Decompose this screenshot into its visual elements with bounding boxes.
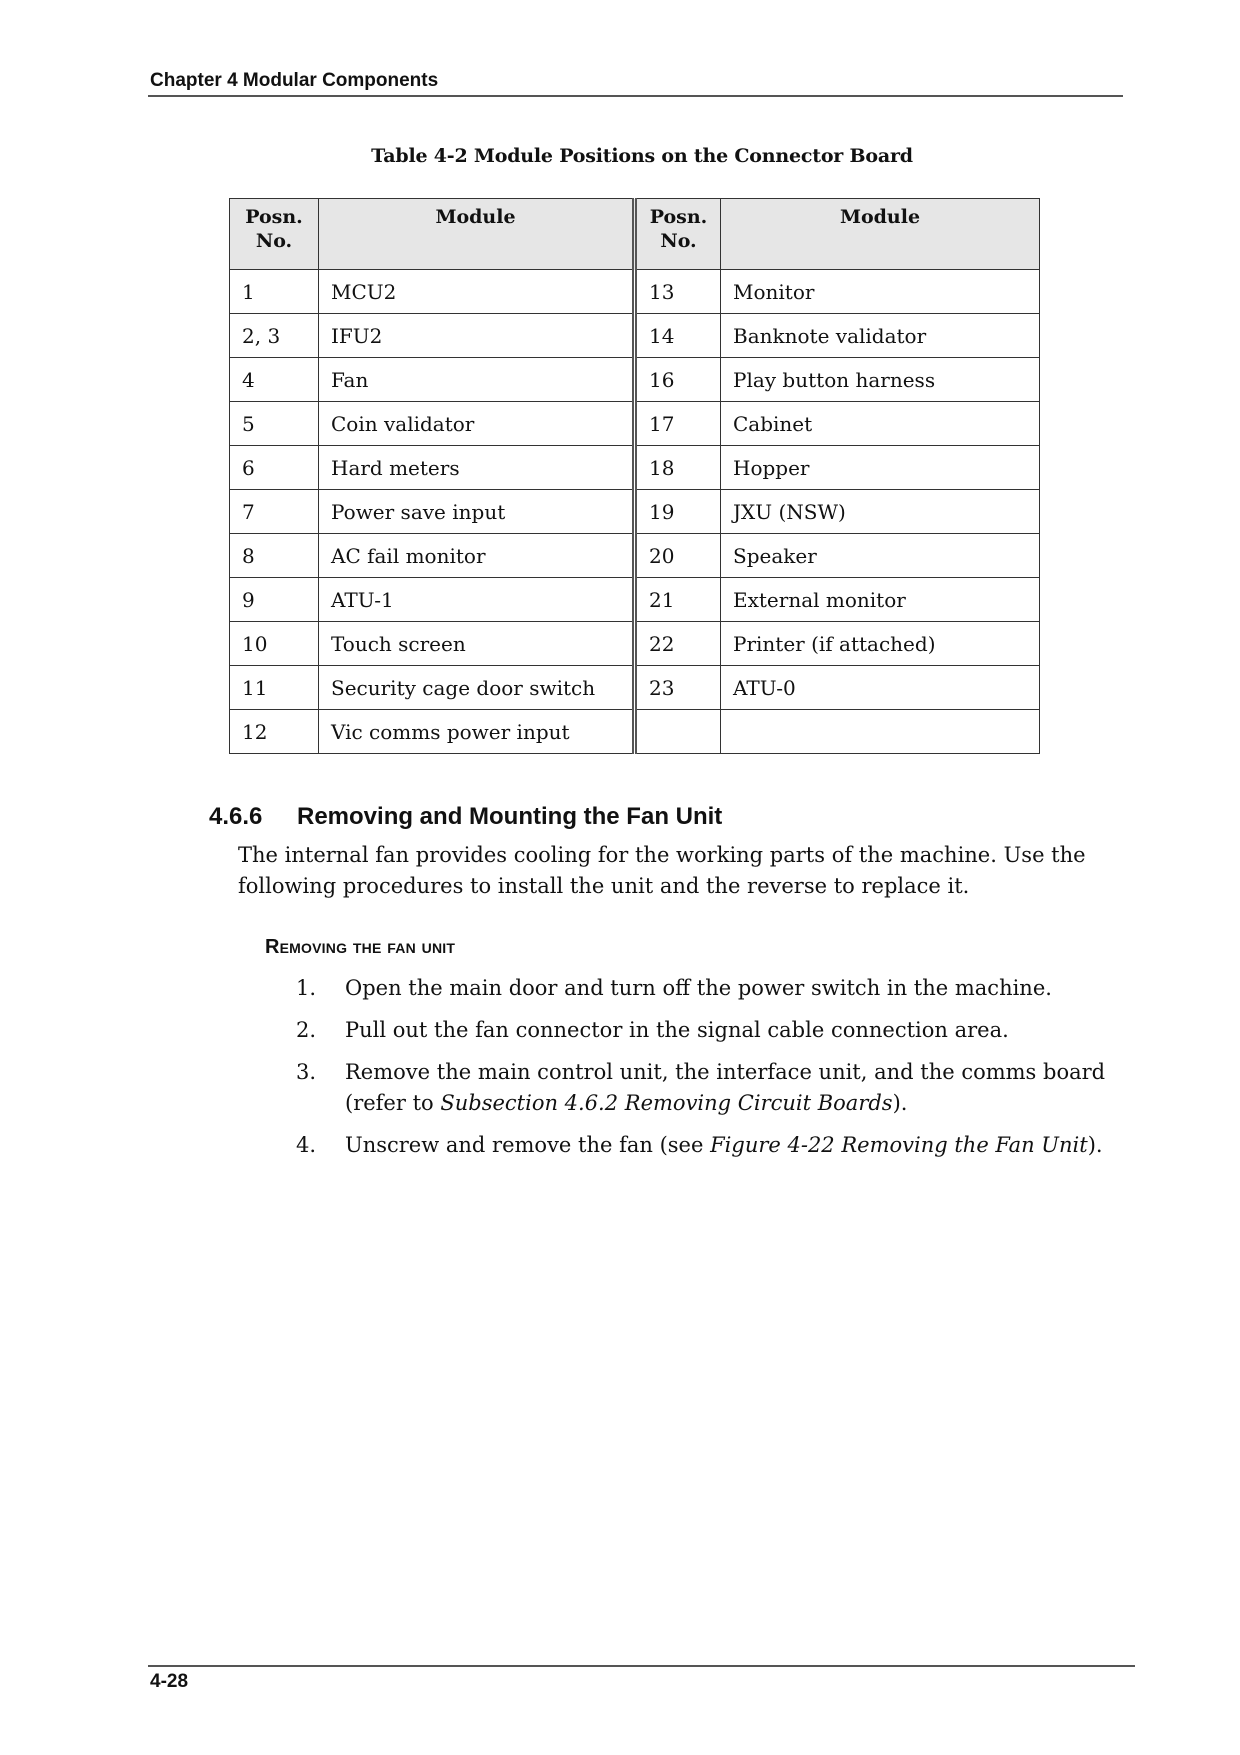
table-caption-text: Table 4-2 Module Positions on the Connector Board: [371, 145, 913, 167]
table-row: [230, 402, 1040, 446]
cross-reference-link[interactable]: Subsection 4.6.2 Removing Circuit Boards: [440, 1091, 893, 1115]
column-header-posn-left: [230, 199, 319, 270]
cell-right-module: [721, 710, 1040, 754]
cell-left-posn: 4: [230, 358, 319, 402]
step-text: [345, 1130, 1136, 1161]
cell-left-posn: 10: [230, 622, 319, 666]
cell-right-posn: 16: [635, 358, 721, 402]
cell-left-module: Touch screen: [319, 622, 635, 666]
column-header-module-right: Module: [721, 199, 1040, 270]
step-text: Pull out the fan connector in the signal cable connection area.: [345, 1018, 1009, 1042]
cell-left-module: Fan: [319, 358, 635, 402]
cell-left-posn: 11: [230, 666, 319, 710]
cell-right-posn: 17: [635, 402, 721, 446]
cell-right-module: ATU-0: [721, 666, 1040, 710]
cell-left-module: ATU-1: [319, 578, 635, 622]
cell-right-module: Play button harness: [721, 358, 1040, 402]
page-number: 4-28: [150, 1671, 189, 1692]
cell-right-posn: 20: [635, 534, 721, 578]
table-row: [230, 710, 1040, 754]
table-header-row: [230, 199, 1040, 270]
cell-left-module: MCU2: [319, 270, 635, 314]
cell-left-posn: 8: [230, 534, 319, 578]
step-text-after: ).: [1087, 1133, 1103, 1157]
cell-right-posn: 18: [635, 446, 721, 490]
step-text-after: ).: [892, 1091, 908, 1115]
table-row: [230, 270, 1040, 314]
step-item: [296, 1057, 1136, 1119]
cell-right-posn: 14: [635, 314, 721, 358]
cell-right-posn: [635, 710, 721, 754]
step-text: [345, 1057, 1136, 1119]
step-text-before: Remove the main control unit, the interface unit, and the comms board (refer to: [345, 1060, 1106, 1115]
cell-right-posn: 19: [635, 490, 721, 534]
cell-right-module: Monitor: [721, 270, 1040, 314]
table-row: [230, 622, 1040, 666]
section-intro: The internal fan provides cooling for the working parts of the machine. Use the following procedures to install the unit and the reverse to replace it.: [238, 843, 1086, 898]
posn-header-line1: Posn.: [245, 206, 303, 228]
cell-left-module: Coin validator: [319, 402, 635, 446]
step-number: 2.: [296, 1018, 317, 1042]
cell-right-module: External monitor: [721, 578, 1040, 622]
procedure-subheading: Removing the fan unit: [265, 936, 456, 958]
section-number: 4.6.6: [209, 803, 263, 830]
cell-right-module: Printer (if attached): [721, 622, 1040, 666]
cell-left-module: Hard meters: [319, 446, 635, 490]
cell-left-posn: 7: [230, 490, 319, 534]
running-header: Chapter 4 Modular Components: [150, 70, 439, 91]
cell-right-posn: 22: [635, 622, 721, 666]
cell-left-module: Vic comms power input: [319, 710, 635, 754]
module-positions-table: [229, 198, 1040, 754]
cell-left-posn: 12: [230, 710, 319, 754]
step-item: [296, 973, 1136, 1004]
posn-header-line2: No.: [255, 230, 293, 252]
step-number: 3.: [296, 1060, 317, 1084]
table-caption: [0, 145, 1240, 167]
step-number: 1.: [296, 976, 317, 1000]
procedure-steps: [296, 973, 1136, 1172]
cell-left-module: Security cage door switch: [319, 666, 635, 710]
cell-left-module: Power save input: [319, 490, 635, 534]
cell-right-module: Speaker: [721, 534, 1040, 578]
section-title: Removing and Mounting the Fan Unit: [297, 803, 723, 830]
cell-right-module: JXU (NSW): [721, 490, 1040, 534]
cell-left-posn: 1: [230, 270, 319, 314]
cell-left-module: AC fail monitor: [319, 534, 635, 578]
cell-right-module: Banknote validator: [721, 314, 1040, 358]
cell-right-posn: 21: [635, 578, 721, 622]
cell-right-module: Hopper: [721, 446, 1040, 490]
cell-right-posn: 13: [635, 270, 721, 314]
cell-left-module: IFU2: [319, 314, 635, 358]
table-row: [230, 490, 1040, 534]
section-heading: [209, 803, 722, 831]
table-row: [230, 666, 1040, 710]
cross-reference-link[interactable]: Figure 4-22 Removing the Fan Unit: [710, 1133, 1088, 1157]
table-row: [230, 358, 1040, 402]
table-row: [230, 446, 1040, 490]
posn-header-line1: Posn.: [649, 206, 708, 228]
step-item: [296, 1130, 1136, 1161]
step-item: [296, 1015, 1136, 1046]
column-header-posn-right: [635, 199, 721, 270]
cell-left-posn: 6: [230, 446, 319, 490]
header-rule: [148, 95, 1123, 97]
cell-left-posn: 9: [230, 578, 319, 622]
footer-rule: [148, 1665, 1135, 1667]
cell-left-posn: 2, 3: [230, 314, 319, 358]
cell-right-module: Cabinet: [721, 402, 1040, 446]
step-number: 4.: [296, 1133, 317, 1157]
table-row: [230, 314, 1040, 358]
table-row: [230, 534, 1040, 578]
step-text-before: Unscrew and remove the fan (see: [345, 1133, 711, 1157]
cell-right-posn: 23: [635, 666, 721, 710]
column-header-module-left: Module: [319, 199, 635, 270]
posn-header-line2: No.: [660, 230, 697, 252]
cell-left-posn: 5: [230, 402, 319, 446]
table-row: [230, 578, 1040, 622]
step-text: Open the main door and turn off the power switch in the machine.: [345, 976, 1052, 1000]
